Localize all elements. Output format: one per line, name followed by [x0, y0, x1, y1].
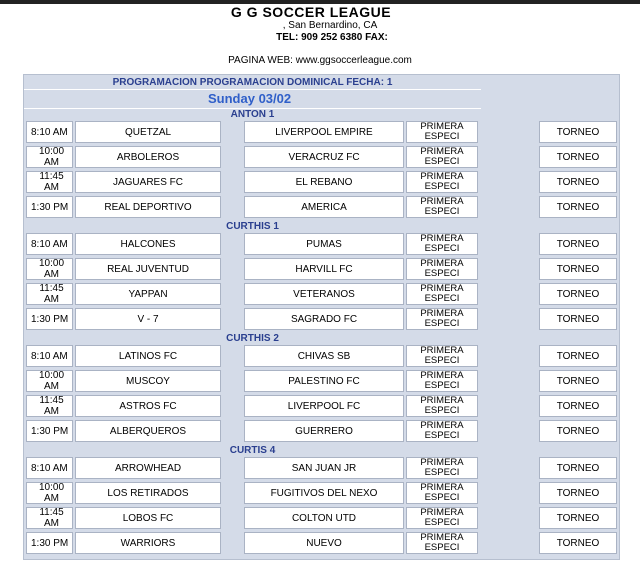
- division-line-2: ESPECI: [424, 268, 460, 279]
- home-team: V - 7: [75, 308, 221, 330]
- home-team: JAGUARES FC: [75, 171, 221, 193]
- section-label: CURTHIS 1: [226, 221, 279, 232]
- division-line-1: PRIMERA: [420, 457, 464, 468]
- game-row: [26, 121, 617, 143]
- division-line-2: ESPECI: [424, 542, 460, 553]
- competition-type: TORNEO: [539, 258, 617, 280]
- game-row: [26, 370, 617, 392]
- division-line-2: ESPECI: [424, 492, 460, 503]
- division-line-2: ESPECI: [424, 405, 460, 416]
- game-row: [26, 146, 617, 168]
- home-team: LATINOS FC: [75, 345, 221, 367]
- game-time: 8:10 AM: [26, 121, 73, 143]
- competition-type: TORNEO: [539, 283, 617, 305]
- game-time: 8:10 AM: [26, 457, 73, 479]
- game-row: [26, 345, 617, 367]
- competition-type: TORNEO: [539, 345, 617, 367]
- game-row: [26, 171, 617, 193]
- division: [406, 146, 478, 168]
- away-team: PALESTINO FC: [244, 370, 404, 392]
- section-label: CURTHIS 2: [226, 333, 279, 344]
- game-time: 10:00 AM: [26, 482, 73, 504]
- home-team: ASTROS FC: [75, 395, 221, 417]
- home-team: REAL JUVENTUD: [75, 258, 221, 280]
- division-line-1: PRIMERA: [420, 482, 464, 493]
- away-team: SAN JUAN JR: [244, 457, 404, 479]
- home-team: ALBERQUEROS: [75, 420, 221, 442]
- game-time: 8:10 AM: [26, 345, 73, 367]
- competition-type: TORNEO: [539, 420, 617, 442]
- competition-type: TORNEO: [539, 121, 617, 143]
- away-team: HARVILL FC: [244, 258, 404, 280]
- division-line-2: ESPECI: [424, 467, 460, 478]
- game-time: 1:30 PM: [26, 196, 73, 218]
- section-label: ANTON 1: [230, 109, 275, 120]
- competition-type: TORNEO: [539, 532, 617, 554]
- competition-type: TORNEO: [539, 196, 617, 218]
- game-row: [26, 308, 617, 330]
- division-line-2: ESPECI: [424, 380, 460, 391]
- competition-type: TORNEO: [539, 171, 617, 193]
- division: [406, 308, 478, 330]
- division: [406, 196, 478, 218]
- league-title: G G SOCCER LEAGUE: [230, 4, 392, 20]
- away-team: LIVERPOOL FC: [244, 395, 404, 417]
- competition-type: TORNEO: [539, 370, 617, 392]
- away-team: LIVERPOOL EMPIRE: [244, 121, 404, 143]
- away-team: FUGITIVOS DEL NEXO: [244, 482, 404, 504]
- game-time: 11:45 AM: [26, 395, 73, 417]
- competition-type: TORNEO: [539, 482, 617, 504]
- division: [406, 233, 478, 255]
- division: [406, 507, 478, 529]
- home-team: HALCONES: [75, 233, 221, 255]
- game-time: 11:45 AM: [26, 507, 73, 529]
- division: [406, 532, 478, 554]
- league-phone: TEL: 909 252 6380 FAX:: [276, 32, 388, 43]
- game-row: [26, 196, 617, 218]
- division-line-1: PRIMERA: [420, 345, 464, 356]
- game-time: 1:30 PM: [26, 532, 73, 554]
- division-line-2: ESPECI: [424, 293, 460, 304]
- schedule-title: PROGRAMACION PROGRAMACION DOMINICAL FECHA: 1: [112, 77, 393, 88]
- division: [406, 283, 478, 305]
- game-time: 10:00 AM: [26, 258, 73, 280]
- division-line-1: PRIMERA: [420, 507, 464, 518]
- competition-type: TORNEO: [539, 507, 617, 529]
- away-team: SAGRADO FC: [244, 308, 404, 330]
- away-team: VETERANOS: [244, 283, 404, 305]
- league-header: [0, 4, 640, 67]
- division: [406, 345, 478, 367]
- away-team: VERACRUZ FC: [244, 146, 404, 168]
- home-team: MUSCOY: [75, 370, 221, 392]
- competition-type: TORNEO: [539, 146, 617, 168]
- division: [406, 395, 478, 417]
- division: [406, 258, 478, 280]
- division-line-2: ESPECI: [424, 430, 460, 441]
- game-row: [26, 258, 617, 280]
- home-team: WARRIORS: [75, 532, 221, 554]
- home-team: YAPPAN: [75, 283, 221, 305]
- division-line-2: ESPECI: [424, 156, 460, 167]
- division-line-2: ESPECI: [424, 318, 460, 329]
- division-line-1: PRIMERA: [420, 283, 464, 294]
- away-team: AMERICA: [244, 196, 404, 218]
- division-line-1: PRIMERA: [420, 146, 464, 157]
- division-line-2: ESPECI: [424, 181, 460, 192]
- game-row: [26, 283, 617, 305]
- game-time: 10:00 AM: [26, 370, 73, 392]
- division-line-1: PRIMERA: [420, 308, 464, 319]
- game-row: [26, 457, 617, 479]
- division-line-2: ESPECI: [424, 131, 460, 142]
- competition-type: TORNEO: [539, 395, 617, 417]
- division-line-2: ESPECI: [424, 206, 460, 217]
- home-team: ARBOLEROS: [75, 146, 221, 168]
- division: [406, 457, 478, 479]
- division-line-2: ESPECI: [424, 355, 460, 366]
- division: [406, 420, 478, 442]
- game-row: [26, 420, 617, 442]
- schedule-date-row: [24, 89, 481, 109]
- division-line-1: PRIMERA: [420, 370, 464, 381]
- division-line-1: PRIMERA: [420, 258, 464, 269]
- division: [406, 171, 478, 193]
- division-line-1: PRIMERA: [420, 196, 464, 207]
- competition-type: TORNEO: [539, 233, 617, 255]
- schedule-table: [23, 74, 620, 560]
- division-line-2: ESPECI: [424, 243, 460, 254]
- game-time: 10:00 AM: [26, 146, 73, 168]
- away-team: COLTON UTD: [244, 507, 404, 529]
- home-team: REAL DEPORTIVO: [75, 196, 221, 218]
- home-team: LOBOS FC: [75, 507, 221, 529]
- away-team: CHIVAS SB: [244, 345, 404, 367]
- game-time: 1:30 PM: [26, 420, 73, 442]
- away-team: NUEVO: [244, 532, 404, 554]
- away-team: EL REBANO: [244, 171, 404, 193]
- game-row: [26, 507, 617, 529]
- home-team: ARROWHEAD: [75, 457, 221, 479]
- game-time: 11:45 AM: [26, 283, 73, 305]
- division: [406, 482, 478, 504]
- competition-type: TORNEO: [539, 308, 617, 330]
- division: [406, 121, 478, 143]
- away-team: PUMAS: [244, 233, 404, 255]
- division-line-1: PRIMERA: [420, 121, 464, 132]
- division-line-1: PRIMERA: [420, 395, 464, 406]
- section-label: CURTIS 4: [229, 445, 276, 456]
- division-line-1: PRIMERA: [420, 532, 464, 543]
- game-row: [26, 532, 617, 554]
- division-line-2: ESPECI: [424, 517, 460, 528]
- league-address: , San Bernardino, CA: [282, 20, 378, 31]
- home-team: LOS RETIRADOS: [75, 482, 221, 504]
- division-line-1: PRIMERA: [420, 233, 464, 244]
- schedule-date: Sunday 03/02: [208, 91, 292, 106]
- game-time: 8:10 AM: [26, 233, 73, 255]
- game-time: 1:30 PM: [26, 308, 73, 330]
- game-row: [26, 482, 617, 504]
- division-line-1: PRIMERA: [420, 171, 464, 182]
- away-team: GUERRERO: [244, 420, 404, 442]
- league-website[interactable]: PAGINA WEB: www.ggsoccerleague.com: [228, 55, 412, 66]
- game-row: [26, 233, 617, 255]
- division: [406, 370, 478, 392]
- competition-type: TORNEO: [539, 457, 617, 479]
- game-time: 11:45 AM: [26, 171, 73, 193]
- home-team: QUETZAL: [75, 121, 221, 143]
- game-row: [26, 395, 617, 417]
- division-line-1: PRIMERA: [420, 420, 464, 431]
